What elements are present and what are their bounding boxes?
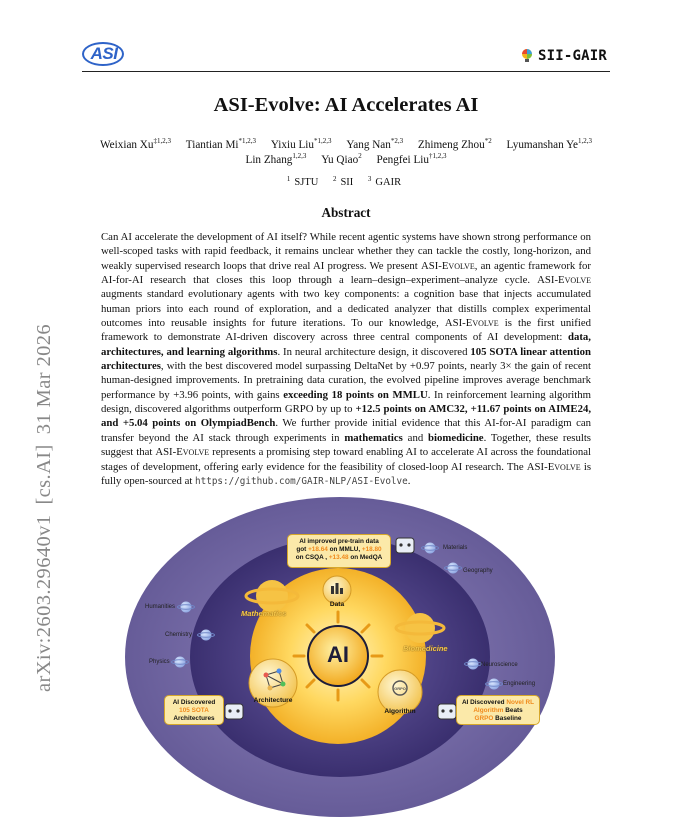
- abstract-text: augments standard evolutionary agents with two key components: a cognition base that injects accumulated human priors into each round of exploration, and a dedicated analyzer that distills complex experimental outcomes into reusable insights for future iterations. To our knowledge,: [101, 288, 591, 330]
- mathematics-label: Mathematics: [241, 609, 287, 618]
- robot-icon: [225, 704, 243, 719]
- neuroscience-label: Neuroscience: [481, 662, 518, 668]
- author: Yu Qiao$^2$: [321, 152, 362, 166]
- affiliation: $^3$ GAIR: [367, 175, 402, 188]
- author: Weixian Xu$^{\ddagger 1,2,3}$: [100, 137, 171, 151]
- author: Pengfei Liu$^{\dagger 1,2,3}$: [376, 152, 447, 166]
- abstract-text: .: [407, 474, 411, 487]
- author: Tiantian Mi$^{*1,2,3}$: [185, 137, 257, 151]
- architecture-result-callout: [164, 695, 224, 725]
- repository-url[interactable]: https://github.com/GAIR-NLP/ASI-Evolve: [195, 475, 408, 487]
- paper-title: ASI-Evolve: AI Accelerates AI: [213, 94, 479, 116]
- biomedicine-label: Biomedicine: [403, 644, 448, 653]
- affiliation: $^2$ SII: [332, 175, 354, 188]
- author: Yang Nan$^{*2,3}$: [346, 137, 404, 151]
- callout-line: Architectures: [173, 715, 215, 722]
- robot-icon: [438, 704, 456, 719]
- engineering-label: Engineering: [503, 681, 536, 687]
- data-result-callout: [287, 534, 391, 568]
- chemistry-label: Chemistry: [165, 632, 193, 638]
- affiliation: $^1$ SJTU: [286, 175, 319, 188]
- asi-logo-text: ASI: [90, 44, 118, 63]
- abstract-heading: Abstract: [321, 205, 371, 220]
- abstract-text: . Together, these results suggest that: [101, 431, 591, 459]
- abstract-text: , an agentic framework for AI-for-AI research that closes this loop through a learn–design–experiment–analyze cycle.: [101, 259, 591, 287]
- callout-line: AI Discovered Novel RL: [461, 699, 535, 706]
- callout-line: Algorithm Beats: [473, 707, 523, 714]
- author: Zhimeng Zhou$^{*2}$: [417, 137, 492, 151]
- arxiv-id: arXiv:2603.29640v1: [33, 514, 55, 692]
- abstract-bold-phrase: +12.5 points on AMC32, +11.67 points on AIME24, and +5.04 points on OlympiadBench: [101, 403, 592, 430]
- callout-line: GRPO Baseline: [474, 715, 522, 722]
- abstract-text: . In reinforcement learning algorithm design, discovered algorithms outperform GRPO by up to: [101, 388, 591, 416]
- abstract-text: is the first unified framework to demonstrate AI-driven discovery across three central components of AI development:: [101, 317, 592, 344]
- callout-line: AI improved pre-train data: [299, 538, 379, 545]
- abstract-text: , with the best discovered model surpassing DeltaNet by +0.97 points, nearly 3× the gain of recent human-designed improvements. In pretraining data curation, the evolved pipeline improves average benchmark performance by +3.96 points, with gains: [101, 360, 591, 401]
- system-name: ASI-Evolve: [526, 460, 581, 473]
- data-node-icon: [323, 576, 351, 604]
- data-node-label: Data: [329, 601, 345, 608]
- system-name: ASI-Evolve: [537, 274, 591, 287]
- abstract-bold-phrase: 105 SOTA linear attention architectures: [101, 345, 591, 373]
- abstract-text: Can AI accelerate the development of AI itself? While recent agentic systems have shown strong performance on well-scoped tasks with rapid feedback, it remains unclear whether they can tackle the costly, long-horizon, and weakly supervised research loops that drive real AI progress. We present: [101, 231, 591, 272]
- arxiv-category: [cs.AI]: [33, 444, 55, 505]
- abstract-bold-phrase: data, architectures, and learning algorithms: [101, 331, 591, 358]
- arxiv-date: 31 Mar 2026: [33, 323, 55, 435]
- abstract-bold-phrase: mathematics: [344, 431, 403, 444]
- abstract-bold-phrase: biomedicine: [428, 431, 484, 444]
- abstract-text: . We further provide initial evidence that this AI-for-AI paradigm can transfer beyond the AI stack through experiments in: [101, 417, 592, 444]
- system-name: ASI-Evolve: [420, 259, 475, 272]
- abstract-text: is fully open-sourced at: [101, 460, 592, 487]
- sii-gair-logo-text: SII-GAIR: [538, 48, 608, 64]
- callout-line: got +18.64 on MMLU, +18.80: [296, 546, 382, 553]
- callout-line: 105 SOTA: [179, 707, 209, 714]
- system-name: ASI-Evolve: [444, 317, 499, 330]
- materials-label: Materials: [443, 545, 468, 551]
- abstract-text: and: [402, 431, 429, 444]
- geography-label: Geography: [463, 568, 493, 574]
- author: Yixiu Liu$^{*1,2,3}$: [270, 137, 332, 151]
- svg-text:GRPO: GRPO: [394, 686, 406, 691]
- abstract-text: represents a promising step toward enabling AI to accelerate AI across the foundational stages of development, offering early evidence for the feasibility of closed-loop AI research. The: [101, 446, 591, 473]
- algorithm-node-label: Algorithm: [384, 708, 416, 715]
- author: Lin Zhang$^{1,2,3}$: [245, 152, 307, 166]
- algorithm-result-callout: [456, 695, 540, 725]
- callout-line: AI Discovered: [172, 699, 216, 706]
- abstract-text: . In neural architecture design, it discovered: [277, 345, 471, 358]
- author: Lyumanshan Ye$^{1,2,3}$: [506, 137, 592, 151]
- architecture-node-label: Architecture: [253, 697, 293, 704]
- abstract-bold-phrase: exceeding 18 points on MMLU: [283, 388, 428, 401]
- ai-center-label: AI: [327, 642, 349, 667]
- robot-icon: [396, 538, 414, 553]
- system-name: ASI-Evolve: [155, 446, 210, 459]
- callout-line: on CSQA , +13.48 on MedQA: [295, 554, 383, 561]
- physics-label: Physics: [149, 659, 170, 665]
- humanities-label: Humanities: [145, 604, 176, 610]
